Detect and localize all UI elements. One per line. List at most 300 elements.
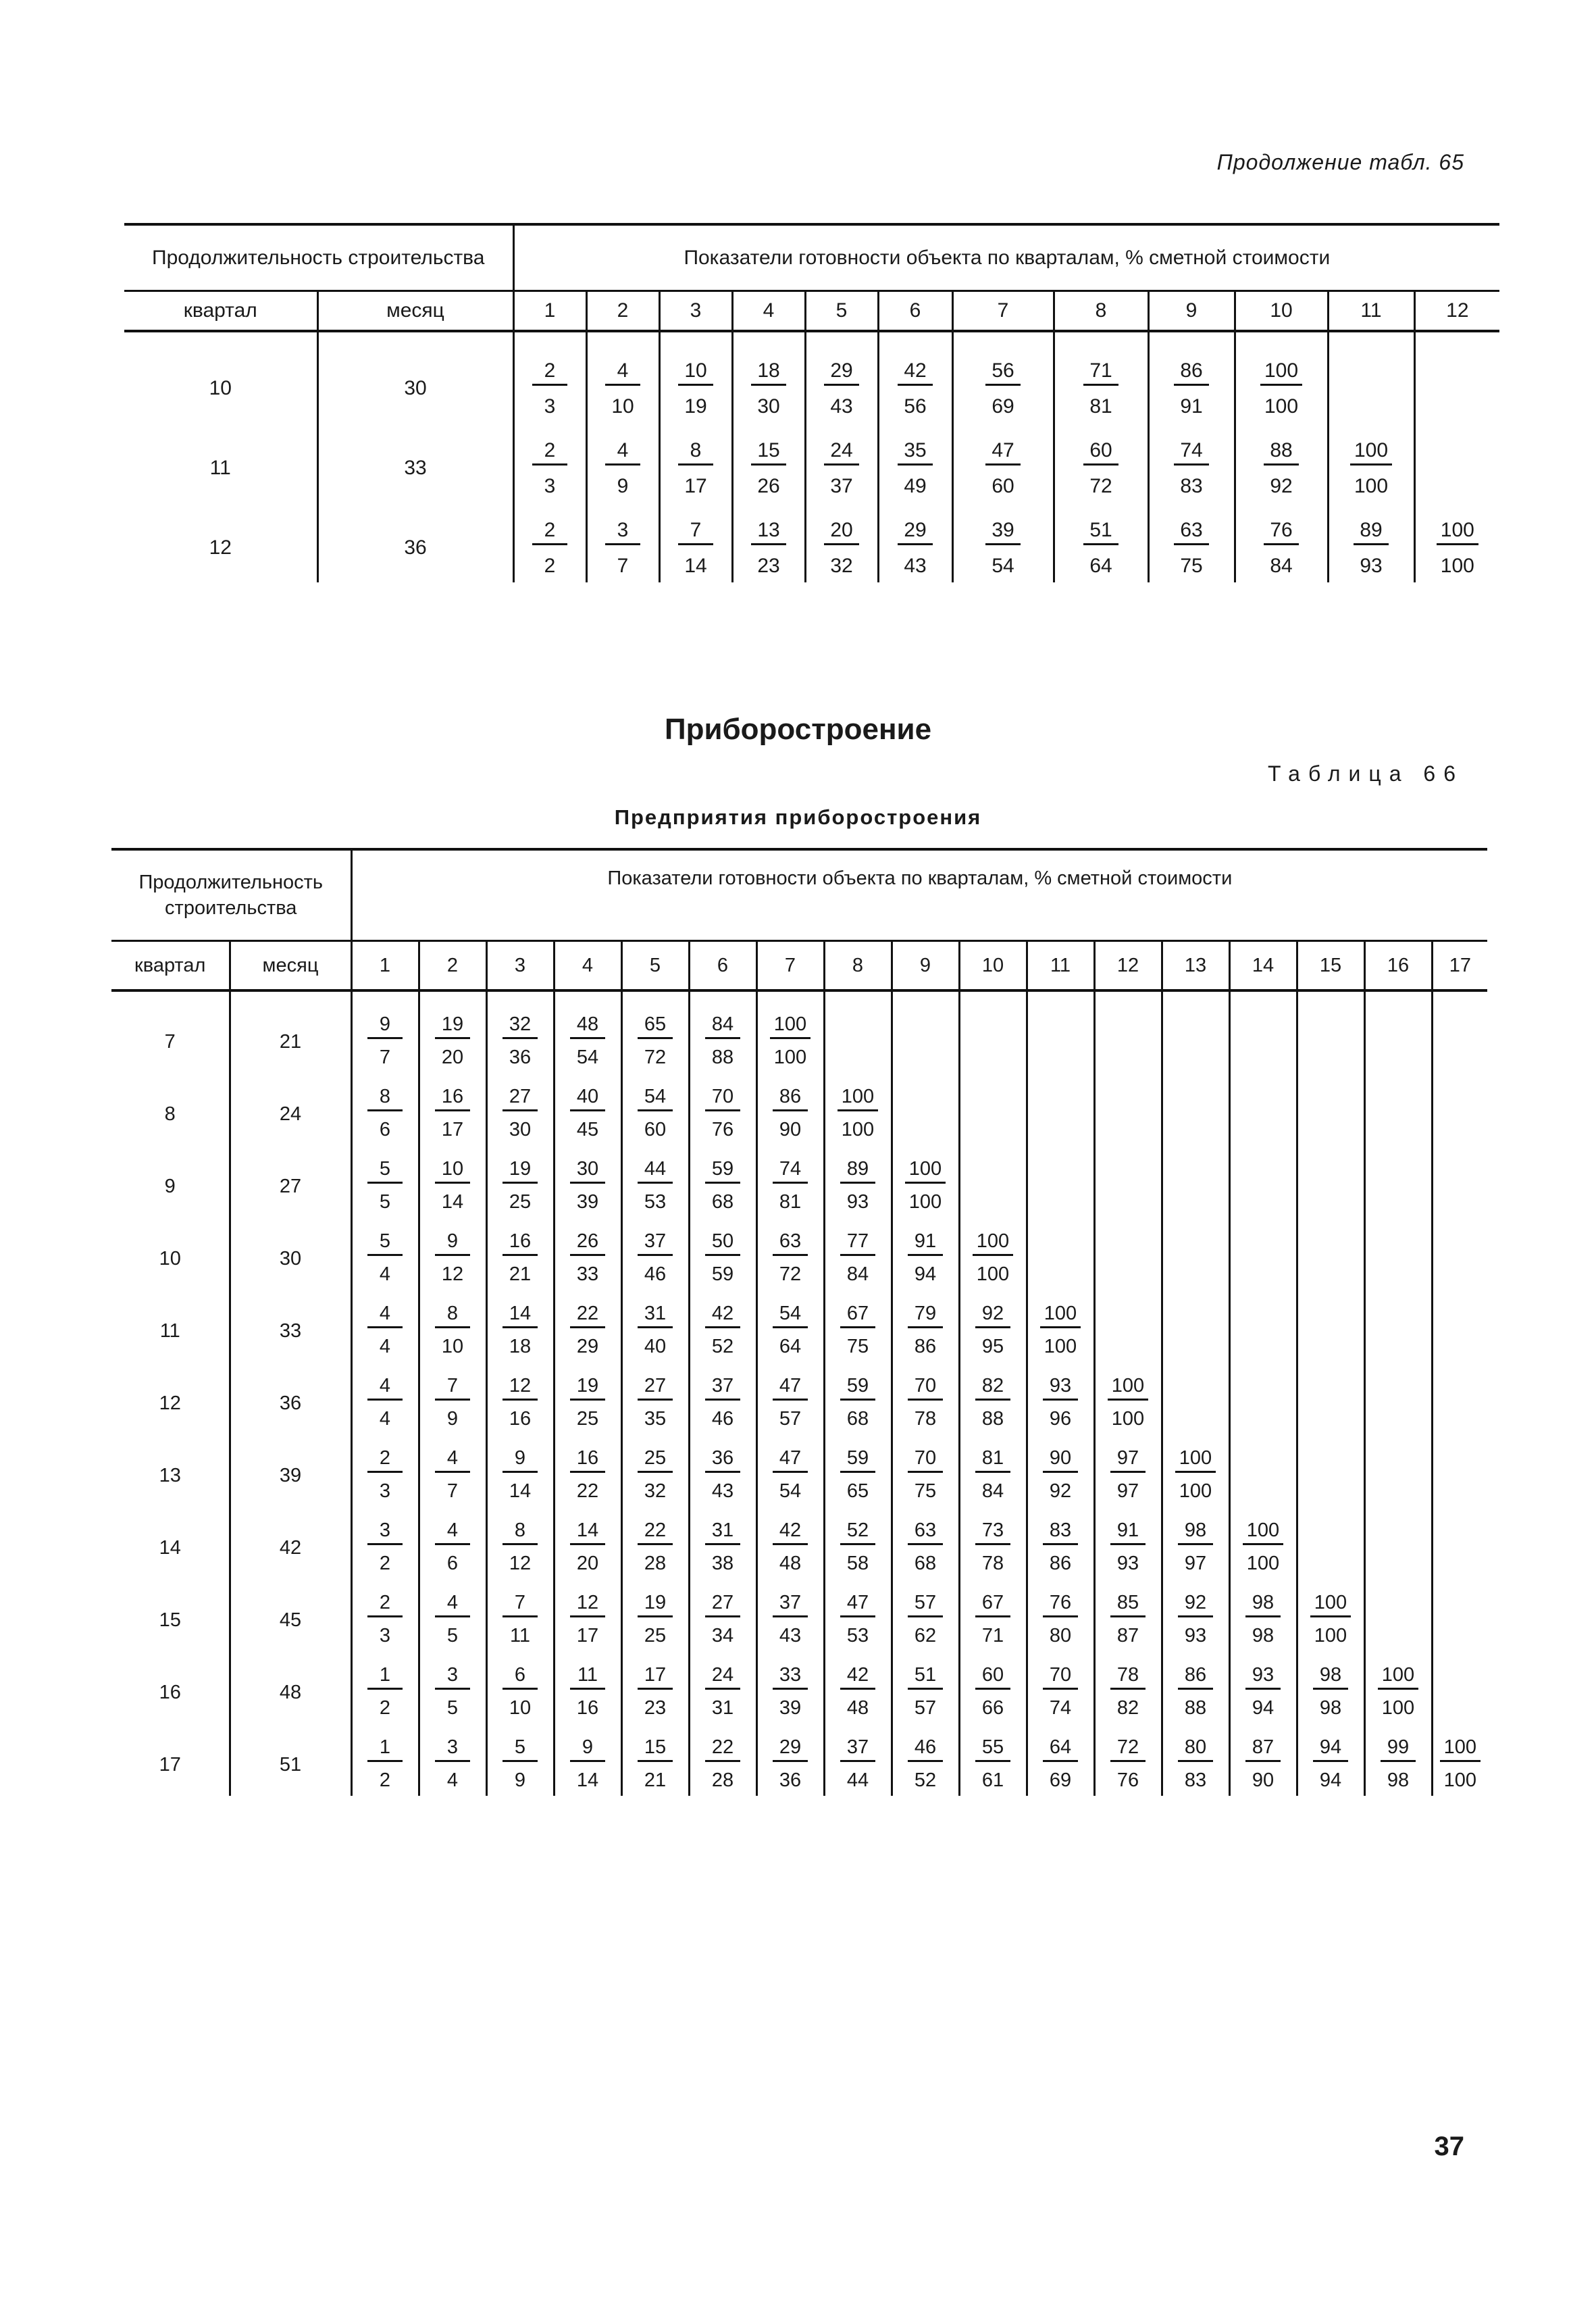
cell-numerator [1328, 355, 1414, 391]
cell-denominator: 100 [1328, 470, 1414, 503]
cell-denominator: 76 [689, 1114, 756, 1145]
fraction-numerator: 5 [367, 1230, 403, 1256]
cell-denominator: 7 [419, 1476, 486, 1507]
quarter-number: 14 [1229, 941, 1297, 991]
cell-denominator [1432, 1548, 1487, 1579]
cell-numerator [1235, 435, 1328, 470]
cell-denominator: 17 [419, 1114, 486, 1145]
fraction-numerator: 59 [840, 1447, 875, 1473]
cell-numerator [554, 1228, 621, 1259]
row-quarter: 16 [159, 1681, 181, 1703]
cell-numerator [513, 435, 586, 470]
cell-numerator [1162, 1011, 1229, 1042]
fraction-numerator: 5 [503, 1736, 538, 1762]
cell-numerator [1364, 1589, 1432, 1620]
cell-numerator [689, 1083, 756, 1114]
cell-numerator [1297, 1734, 1364, 1765]
cell-denominator [1328, 391, 1414, 423]
fraction-numerator: 89 [1354, 519, 1389, 545]
month-header: месяц [230, 941, 351, 991]
fraction-numerator: 47 [773, 1375, 808, 1401]
subheader-row [111, 941, 1487, 991]
fraction-numerator: 99 [1381, 1736, 1416, 1762]
cell-denominator: 37 [805, 470, 878, 503]
fraction-numerator: 97 [1110, 1447, 1145, 1473]
cell-numerator [1148, 355, 1235, 391]
cell-numerator [1328, 515, 1414, 550]
fraction-numerator: 63 [908, 1519, 943, 1545]
cell-denominator [1364, 1042, 1432, 1073]
cell-denominator [959, 1114, 1027, 1145]
quarter-number: 12 [1094, 941, 1162, 991]
fraction-numerator: 8 [503, 1519, 538, 1545]
cell-numerator [351, 1661, 419, 1692]
cell-numerator [1162, 1228, 1229, 1259]
cell-numerator [1364, 1661, 1432, 1692]
cell-denominator: 6 [419, 1548, 486, 1579]
section-title: Приборостроение [664, 713, 932, 746]
cell-numerator [1364, 1734, 1432, 1765]
cell-numerator [586, 515, 659, 550]
cell-denominator: 45 [554, 1114, 621, 1145]
cell-numerator [419, 1155, 486, 1186]
cell-denominator: 100 [1432, 1765, 1487, 1796]
cell-numerator [486, 1155, 554, 1186]
cell-denominator: 5 [351, 1186, 419, 1217]
cell-numerator [756, 1517, 824, 1548]
cell-numerator [892, 1228, 959, 1259]
cell-numerator [756, 1444, 824, 1476]
cell-numerator [486, 1734, 554, 1765]
cell-denominator: 62 [892, 1620, 959, 1651]
cell-numerator [1229, 1734, 1297, 1765]
cell-denominator [1027, 1042, 1094, 1073]
cell-numerator [1364, 1011, 1432, 1042]
fraction-numerator: 42 [705, 1303, 740, 1328]
cell-denominator: 53 [621, 1186, 689, 1217]
cell-denominator: 88 [689, 1042, 756, 1073]
cell-numerator [1229, 1083, 1297, 1114]
cell-denominator: 93 [1162, 1620, 1229, 1651]
cell-denominator: 72 [1054, 470, 1148, 503]
cell-numerator [1414, 355, 1499, 391]
cell-denominator [1229, 1114, 1297, 1145]
cell-numerator [351, 1083, 419, 1114]
cell-numerator [824, 1517, 892, 1548]
cell-numerator [554, 1155, 621, 1186]
cell-numerator [1094, 1155, 1162, 1186]
cell-numerator [554, 1011, 621, 1042]
fraction-numerator: 4 [367, 1303, 403, 1328]
fraction-numerator: 37 [638, 1230, 673, 1256]
fraction-numerator: 71 [1083, 359, 1118, 386]
cell-numerator [419, 1083, 486, 1114]
cell-numerator [586, 355, 659, 391]
cell-numerator [959, 1589, 1027, 1620]
cell-denominator: 43 [805, 391, 878, 423]
cell-numerator [689, 1589, 756, 1620]
quarter-number: 3 [486, 941, 554, 991]
fraction-numerator: 18 [751, 359, 786, 386]
quarter-number: 2 [586, 291, 659, 332]
gap-row [111, 1217, 1487, 1228]
cell-numerator [1229, 1011, 1297, 1042]
cell-denominator [1297, 1548, 1364, 1579]
page-number: 37 [1434, 2132, 1464, 2161]
cell-numerator [689, 1372, 756, 1403]
cell-denominator: 30 [486, 1114, 554, 1145]
row-quarter: 10 [209, 377, 232, 399]
cell-numerator [1094, 1589, 1162, 1620]
cell-numerator [756, 1300, 824, 1331]
cell-denominator [1297, 1114, 1364, 1145]
duration-header: Продолжительность строительства [124, 224, 513, 291]
cell-numerator [1094, 1083, 1162, 1114]
cell-numerator [959, 1300, 1027, 1331]
fraction-numerator: 100 [973, 1230, 1013, 1256]
fraction-numerator: 16 [570, 1447, 605, 1473]
fraction-numerator: 98 [1245, 1592, 1281, 1617]
cell-denominator: 59 [689, 1259, 756, 1290]
cell-denominator [1027, 1114, 1094, 1145]
fraction-numerator: 22 [570, 1303, 605, 1328]
cell-numerator [959, 1155, 1027, 1186]
table-label: Таблица 66 [1268, 761, 1464, 786]
fraction-numerator: 72 [1110, 1736, 1145, 1762]
cell-numerator [621, 1300, 689, 1331]
cell-numerator [824, 1734, 892, 1765]
fraction-numerator: 8 [367, 1086, 403, 1111]
cell-denominator [1297, 1186, 1364, 1217]
fraction-numerator: 19 [435, 1013, 470, 1039]
cell-numerator [689, 1444, 756, 1476]
fraction-numerator: 54 [638, 1086, 673, 1111]
cell-denominator: 39 [554, 1186, 621, 1217]
cell-numerator [1027, 1372, 1094, 1403]
cell-denominator [892, 1042, 959, 1073]
cell-numerator [1094, 1444, 1162, 1476]
cell-denominator: 75 [892, 1476, 959, 1507]
cell-numerator [952, 515, 1054, 550]
fraction-numerator: 31 [638, 1303, 673, 1328]
cell-numerator [351, 1734, 419, 1765]
header-row [111, 849, 1487, 941]
cell-numerator [1364, 1444, 1432, 1476]
fraction-numerator: 54 [773, 1303, 808, 1328]
fraction-numerator: 50 [705, 1230, 740, 1256]
cell-numerator [554, 1083, 621, 1114]
row-month: 21 [230, 1011, 351, 1073]
quarter-number: 1 [513, 291, 586, 332]
cell-denominator: 4 [351, 1403, 419, 1434]
cell-numerator [1432, 1155, 1487, 1186]
row-month: 30 [230, 1228, 351, 1290]
cell-numerator [621, 1589, 689, 1620]
cell-numerator [351, 1011, 419, 1042]
cell-denominator: 52 [689, 1331, 756, 1362]
fraction-numerator: 4 [435, 1592, 470, 1617]
fraction-numerator: 20 [824, 519, 859, 545]
table-row [111, 1372, 1487, 1403]
fraction-numerator: 51 [908, 1664, 943, 1690]
cell-denominator: 61 [959, 1765, 1027, 1796]
fraction-numerator: 42 [773, 1519, 808, 1545]
fraction-numerator: 7 [678, 519, 713, 545]
cell-denominator: 4 [351, 1331, 419, 1362]
cell-numerator [621, 1011, 689, 1042]
cell-denominator: 14 [419, 1186, 486, 1217]
fraction-numerator: 100 [1108, 1375, 1148, 1401]
fraction-numerator: 24 [705, 1664, 740, 1690]
fraction-numerator: 16 [503, 1230, 538, 1256]
cell-denominator: 100 [1229, 1548, 1297, 1579]
cell-numerator [1364, 1083, 1432, 1114]
cell-numerator [892, 1589, 959, 1620]
cell-numerator [419, 1517, 486, 1548]
cell-numerator [1297, 1444, 1364, 1476]
cell-numerator [892, 1011, 959, 1042]
fraction-numerator: 26 [570, 1230, 605, 1256]
cell-denominator: 10 [419, 1331, 486, 1362]
cell-denominator [1432, 1259, 1487, 1290]
spacer-row [111, 990, 1487, 1011]
cell-denominator [1297, 1042, 1364, 1073]
quarter-number: 7 [952, 291, 1054, 332]
fraction-numerator: 90 [1043, 1447, 1078, 1473]
cell-numerator [1297, 1011, 1364, 1042]
cell-numerator [689, 1011, 756, 1042]
cell-numerator [1432, 1589, 1487, 1620]
fraction-numerator: 91 [1110, 1519, 1145, 1545]
cell-numerator [486, 1083, 554, 1114]
row-month: 33 [317, 435, 513, 503]
fraction-numerator: 64 [1043, 1736, 1078, 1762]
fraction-numerator: 14 [570, 1519, 605, 1545]
cell-denominator: 86 [1027, 1548, 1094, 1579]
cell-denominator: 25 [554, 1403, 621, 1434]
cell-denominator: 54 [554, 1042, 621, 1073]
cell-denominator: 100 [1162, 1476, 1229, 1507]
fraction-numerator: 70 [908, 1447, 943, 1473]
fraction-numerator: 100 [905, 1158, 946, 1184]
fraction-numerator: 29 [773, 1736, 808, 1762]
cell-denominator: 78 [892, 1403, 959, 1434]
fraction-numerator: 32 [503, 1013, 538, 1039]
fraction-numerator: 67 [975, 1592, 1010, 1617]
fraction-numerator: 12 [503, 1375, 538, 1401]
cell-denominator: 97 [1162, 1548, 1229, 1579]
cell-numerator [756, 1228, 824, 1259]
cell-denominator: 11 [486, 1620, 554, 1651]
cell-numerator [659, 355, 732, 391]
cell-denominator: 12 [486, 1548, 554, 1579]
cell-denominator: 17 [659, 470, 732, 503]
cell-denominator: 49 [878, 470, 952, 503]
cell-denominator: 25 [621, 1620, 689, 1651]
cell-numerator [1297, 1589, 1364, 1620]
cell-denominator [1364, 1548, 1432, 1579]
cell-denominator: 39 [756, 1692, 824, 1724]
fraction-numerator: 7 [503, 1592, 538, 1617]
cell-denominator: 30 [732, 391, 805, 423]
fraction-numerator: 60 [975, 1664, 1010, 1690]
fraction-numerator: 100 [1040, 1303, 1081, 1328]
cell-numerator [486, 1517, 554, 1548]
table-subtitle: Предприятия приборостроения [614, 805, 982, 829]
cell-numerator [486, 1228, 554, 1259]
cell-denominator [1364, 1114, 1432, 1145]
cell-denominator: 18 [486, 1331, 554, 1362]
fraction-numerator: 2 [367, 1592, 403, 1617]
row-quarter: 15 [159, 1609, 181, 1631]
quarter-number: 8 [824, 941, 892, 991]
cell-denominator: 56 [878, 391, 952, 423]
table-row [124, 515, 1499, 550]
fraction-numerator: 93 [1245, 1664, 1281, 1690]
cell-numerator [824, 1661, 892, 1692]
cell-denominator: 86 [892, 1331, 959, 1362]
cell-numerator [1162, 1517, 1229, 1548]
cell-numerator [621, 1444, 689, 1476]
cell-denominator: 43 [689, 1476, 756, 1507]
cell-numerator [1432, 1011, 1487, 1042]
cell-denominator: 68 [824, 1403, 892, 1434]
cell-denominator: 29 [554, 1331, 621, 1362]
table-row [111, 1589, 1487, 1620]
fraction-numerator: 42 [840, 1664, 875, 1690]
cell-numerator [419, 1228, 486, 1259]
fraction-numerator: 91 [908, 1230, 943, 1256]
cell-denominator: 90 [756, 1114, 824, 1145]
cell-denominator: 54 [952, 550, 1054, 582]
quarter-number: 17 [1432, 941, 1487, 991]
fraction-numerator: 57 [908, 1592, 943, 1617]
cell-denominator: 36 [486, 1042, 554, 1073]
cell-denominator: 64 [756, 1331, 824, 1362]
fraction-numerator: 52 [840, 1519, 875, 1545]
fraction-numerator: 37 [705, 1375, 740, 1401]
fraction-numerator: 76 [1264, 519, 1299, 545]
cell-denominator: 52 [892, 1765, 959, 1796]
cell-numerator [1364, 1155, 1432, 1186]
cell-numerator [419, 1589, 486, 1620]
cell-denominator: 14 [486, 1476, 554, 1507]
cell-denominator: 68 [892, 1548, 959, 1579]
cell-numerator [824, 1228, 892, 1259]
row-month: 51 [230, 1734, 351, 1796]
cell-denominator: 97 [1094, 1476, 1162, 1507]
table-row [111, 1517, 1487, 1548]
cell-denominator: 100 [1027, 1331, 1094, 1362]
cell-numerator [1027, 1589, 1094, 1620]
cell-numerator [689, 1734, 756, 1765]
cell-denominator: 100 [1414, 550, 1499, 582]
cell-numerator [1297, 1372, 1364, 1403]
cell-denominator: 84 [959, 1476, 1027, 1507]
cell-numerator [689, 1228, 756, 1259]
fraction-numerator: 98 [1313, 1664, 1348, 1690]
cell-numerator [659, 435, 732, 470]
cell-denominator [1229, 1186, 1297, 1217]
cell-denominator: 3 [351, 1620, 419, 1651]
cell-denominator: 92 [1027, 1476, 1094, 1507]
cell-denominator: 94 [1297, 1765, 1364, 1796]
cell-denominator: 100 [824, 1114, 892, 1145]
quarter-number: 9 [1148, 291, 1235, 332]
row-quarter: 11 [159, 1319, 180, 1342]
quarter-number: 9 [892, 941, 959, 991]
fraction-numerator: 3 [435, 1664, 470, 1690]
fraction-numerator: 2 [367, 1447, 403, 1473]
row-quarter: 12 [209, 536, 232, 559]
indicators-header: Показатели готовности объекта по кварталам, % сметной стоимости [351, 849, 1487, 941]
cell-numerator [1162, 1661, 1229, 1692]
cell-numerator [1235, 355, 1328, 391]
cell-numerator [486, 1661, 554, 1692]
row-month: 33 [230, 1300, 351, 1362]
cell-denominator: 100 [756, 1042, 824, 1073]
cell-denominator [1162, 1114, 1229, 1145]
cell-denominator [959, 1042, 1027, 1073]
cell-numerator [824, 1155, 892, 1186]
cell-numerator [1297, 1228, 1364, 1259]
cell-numerator [1432, 1661, 1487, 1692]
cell-numerator [659, 515, 732, 550]
fraction-numerator: 92 [1178, 1592, 1213, 1617]
cell-numerator [554, 1589, 621, 1620]
cell-denominator: 46 [689, 1403, 756, 1434]
fraction-numerator: 9 [435, 1230, 470, 1256]
cell-numerator [621, 1155, 689, 1186]
cell-denominator [1432, 1476, 1487, 1507]
cell-denominator: 3 [513, 391, 586, 423]
cell-denominator: 4 [351, 1259, 419, 1290]
cell-numerator [486, 1444, 554, 1476]
cell-numerator [1027, 1228, 1094, 1259]
quarter-number: 2 [419, 941, 486, 991]
cell-numerator [1297, 1155, 1364, 1186]
fraction-numerator: 19 [638, 1592, 673, 1617]
subheader-row [124, 291, 1499, 332]
cell-denominator: 53 [824, 1620, 892, 1651]
cell-denominator: 96 [1027, 1403, 1094, 1434]
month-header: месяц [317, 291, 513, 332]
cell-numerator [756, 1734, 824, 1765]
cell-denominator: 14 [659, 550, 732, 582]
spacer-row [124, 331, 1499, 355]
cell-numerator [1027, 1517, 1094, 1548]
cell-denominator: 95 [959, 1331, 1027, 1362]
cell-numerator [892, 1444, 959, 1476]
cell-denominator: 5 [419, 1620, 486, 1651]
cell-denominator: 44 [824, 1765, 892, 1796]
cell-denominator [1162, 1042, 1229, 1073]
cell-denominator: 93 [1094, 1548, 1162, 1579]
cell-denominator: 9 [486, 1765, 554, 1796]
quarter-number: 4 [732, 291, 805, 332]
fraction-numerator: 8 [435, 1303, 470, 1328]
cell-numerator [959, 1372, 1027, 1403]
cell-denominator: 92 [1235, 470, 1328, 503]
cell-numerator [805, 435, 878, 470]
table-row [111, 1011, 1487, 1042]
quarter-number: 13 [1162, 941, 1229, 991]
cell-numerator [1364, 1372, 1432, 1403]
cell-numerator [805, 355, 878, 391]
cell-numerator [419, 1661, 486, 1692]
fraction-numerator: 100 [1378, 1664, 1418, 1690]
fraction-numerator: 59 [840, 1375, 875, 1401]
